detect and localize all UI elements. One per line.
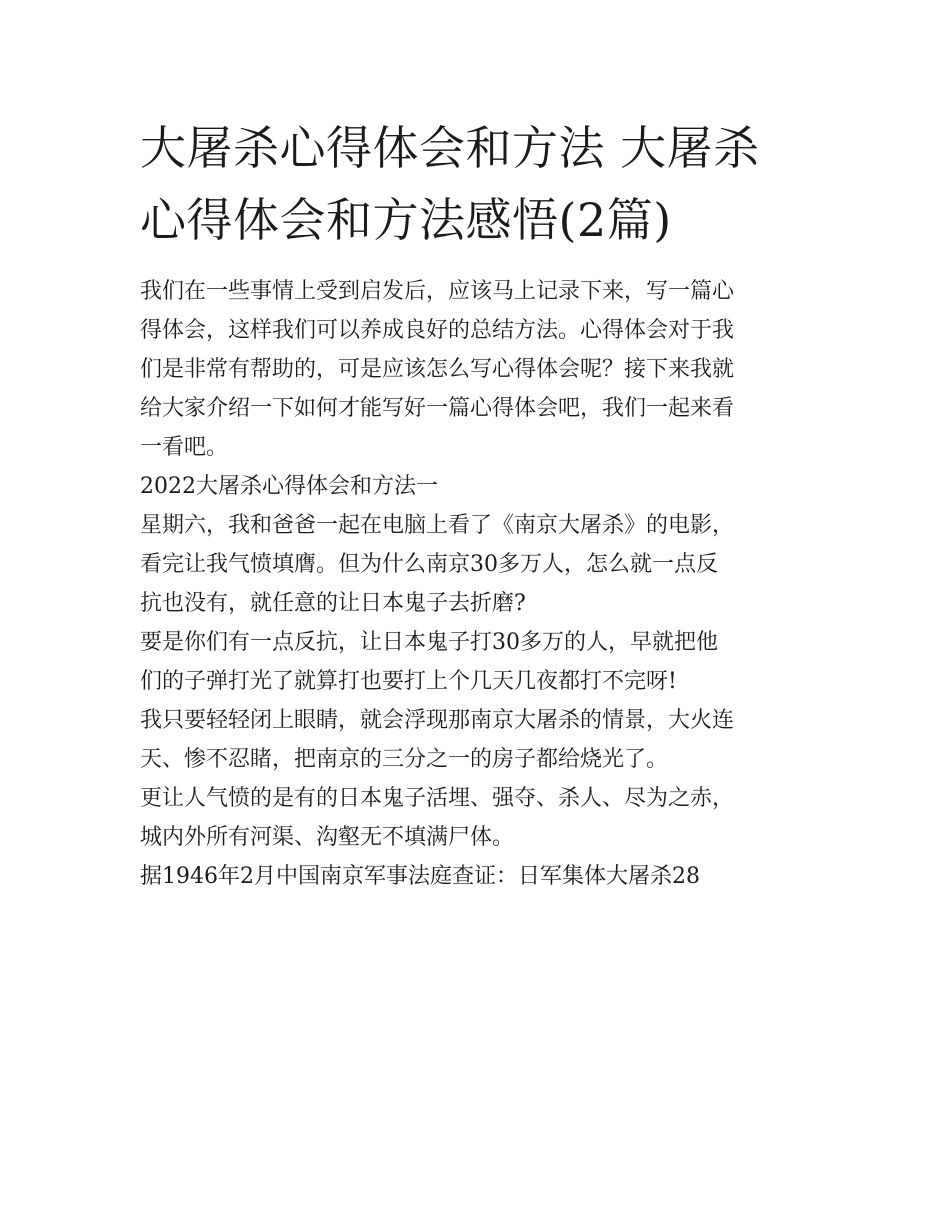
text-line: 要是你们有一点反抗，让日本鬼子打30多万的人，早就把他 <box>140 630 718 655</box>
paragraph <box>140 779 820 857</box>
text-line: 得体会，这样我们可以养成良好的总结方法。心得体会对于我 <box>140 318 735 343</box>
text-line: 更让人气愤的是有的日本鬼子活埋、强夺、杀人、尽为之赤， <box>140 786 735 811</box>
paragraph <box>140 701 820 779</box>
text-line: 天、惨不忍睹，把南京的三分之一的房子都给烧光了。 <box>140 747 669 772</box>
text-line: 给大家介绍一下如何才能写好一篇心得体会吧，我们一起来看 <box>140 396 735 421</box>
text-line: 我们在一些事情上受到启发后，应该马上记录下来，写一篇心 <box>140 279 735 304</box>
paragraph <box>140 506 820 623</box>
paragraph-intro <box>140 272 820 467</box>
title-line: 心得体会和方法感悟(2篇) <box>140 193 672 247</box>
paragraph <box>140 623 820 701</box>
text-line: 星期六，我和爸爸一起在电脑上看了《南京大屠杀》的电影， <box>140 513 735 538</box>
section-heading <box>140 467 820 506</box>
text-line: 2022大屠杀心得体会和方法一 <box>140 474 438 499</box>
text-line: 们的子弹打光了就算打也要打上个几天几夜都打不完呀! <box>140 669 677 694</box>
document-title <box>140 112 820 256</box>
text-line: 我只要轻轻闭上眼睛，就会浮现那南京大屠杀的情景，大火连 <box>140 708 735 733</box>
text-line: 一看吧。 <box>140 435 229 460</box>
title-line: 大屠杀心得体会和方法 大屠杀 <box>140 121 760 175</box>
paragraph <box>140 857 820 896</box>
document-page <box>140 112 820 896</box>
text-line: 据1946年2月中国南京军事法庭查证：日军集体大屠杀28 <box>140 864 700 889</box>
text-line: 城内外所有河渠、沟壑无不填满尸体。 <box>140 825 515 850</box>
text-line: 看完让我气愤填膺。但为什么南京30多万人，怎么就一点反 <box>140 552 718 577</box>
document-body <box>140 272 820 896</box>
text-line: 抗也没有，就任意的让日本鬼子去折磨? <box>140 591 526 616</box>
text-line: 们是非常有帮助的，可是应该怎么写心得体会呢？接下来我就 <box>140 357 735 382</box>
